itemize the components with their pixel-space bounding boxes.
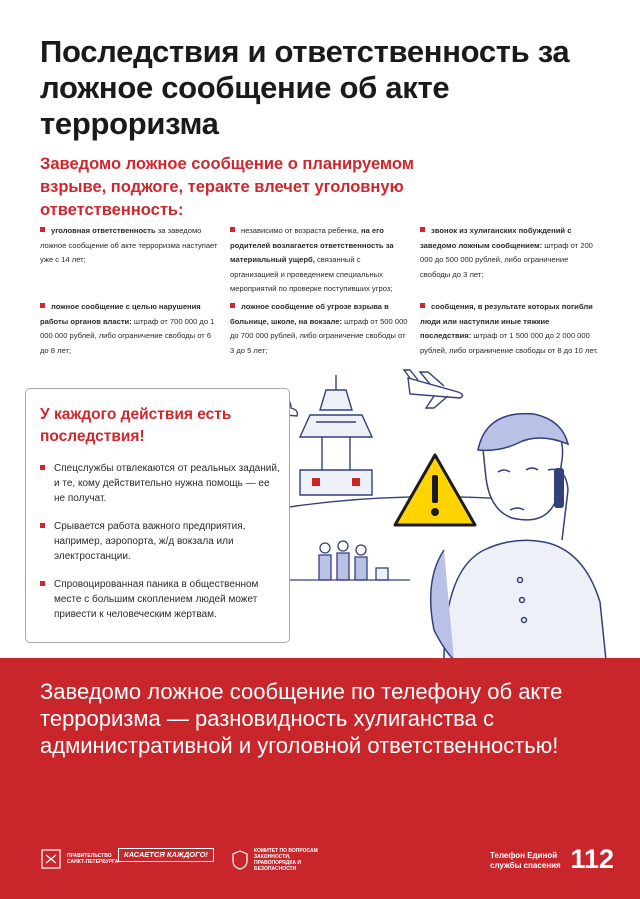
footer-message: Заведомо ложное сообщение по телефону об акте терроризма — разновидность хулиганства с административной и уголовной ответственностью! <box>40 679 563 758</box>
airplane-icon <box>404 370 463 408</box>
liability-item: уголовная ответственность за заведомо ложное сообщение об акте терроризма наступает уже с 14 лет; <box>40 226 218 264</box>
consequences-box <box>25 388 290 643</box>
bullet-icon <box>40 581 45 586</box>
person-figure <box>431 414 606 660</box>
campaign-logo: КАСАЕТСЯ КАЖДОГО! <box>118 848 214 862</box>
liability-item: звонок из хулиганских побуждений с заведомо ложным сообщением: штраф от 200 000 до 500 000 рублей, либо ограничение свободы до 3 лет; <box>420 226 593 279</box>
liability-item: ложное сообщение с целью нарушения работы органов власти: штраф от 700 000 до 1 000 000 рублей, либо ограничение свободы от 6 до 8 лет; <box>40 302 215 355</box>
consequence-item: Срывается работа важного предприятия, например, аэропорта, ж/д вокзала или электростанции. <box>40 519 280 564</box>
bullet-icon <box>40 227 45 232</box>
footer-banner <box>0 658 640 899</box>
committee-logo: КОМИТЕТ ПО ВОПРОСАМ ЗАКОННОСТИ, ПРАВОПОРЯДКА И БЕЗОПАСНОСТИ <box>230 848 324 872</box>
bullet-icon <box>40 303 45 308</box>
liability-item: сообщения, в результате которых погибли люди или наступили иные тяжкие последствия: штраф от 1 500 000 до 2 000 000 рублей, либо ограничение свободы от 8 до 10 лет. <box>420 302 599 355</box>
shield-icon <box>230 849 250 871</box>
liability-item: независимо от возраста ребенка, на его родителей возлагается ответственность за материальный ущерб, связанный с организацией и проведением специальных мероприятий по проверке поступивших угроз; <box>230 226 394 293</box>
bullet-icon <box>40 523 45 528</box>
crowd <box>319 541 388 580</box>
consequences-title: У каждого действия есть последствия! <box>40 406 232 445</box>
bullet-icon <box>420 227 425 232</box>
bullet-icon <box>230 227 235 232</box>
lead-text: Заведомо ложное сообщение о планируемом взрыве, поджоге, теракте влечет уголовную ответственность: <box>40 155 414 219</box>
government-logo: ПРАВИТЕЛЬСТВО САНКТ-ПЕТЕРБУРГА <box>40 848 122 870</box>
phone-icon <box>554 468 564 508</box>
emergency-number: 112 <box>570 844 614 874</box>
hotline-label: Телефон Единой службы спасения <box>490 851 561 870</box>
page-title: Последствия и ответственность за ложное сообщение об акте терроризма <box>40 34 570 141</box>
consequence-item: Спровоцированная паника в общественном месте с большим скоплением людей может привести к человеческим жертвам. <box>40 577 280 622</box>
warning-icon <box>395 455 475 525</box>
liability-item: ложное сообщение об угрозе взрыва в больнице, школе, на вокзале: штраф от 500 000 до 700 000 рублей, либо ограничение свободы от 3 до 5 лет; <box>230 302 408 355</box>
bullet-icon <box>420 303 425 308</box>
bullet-icon <box>40 465 45 470</box>
illustration <box>230 360 640 660</box>
bullet-icon <box>230 303 235 308</box>
coat-of-arms-icon <box>40 848 62 870</box>
control-tower <box>300 375 372 495</box>
consequence-item: Спецслужбы отвлекаются от реальных заданий, и те, кому действительно нужна помощь — ее не получат. <box>40 461 280 506</box>
